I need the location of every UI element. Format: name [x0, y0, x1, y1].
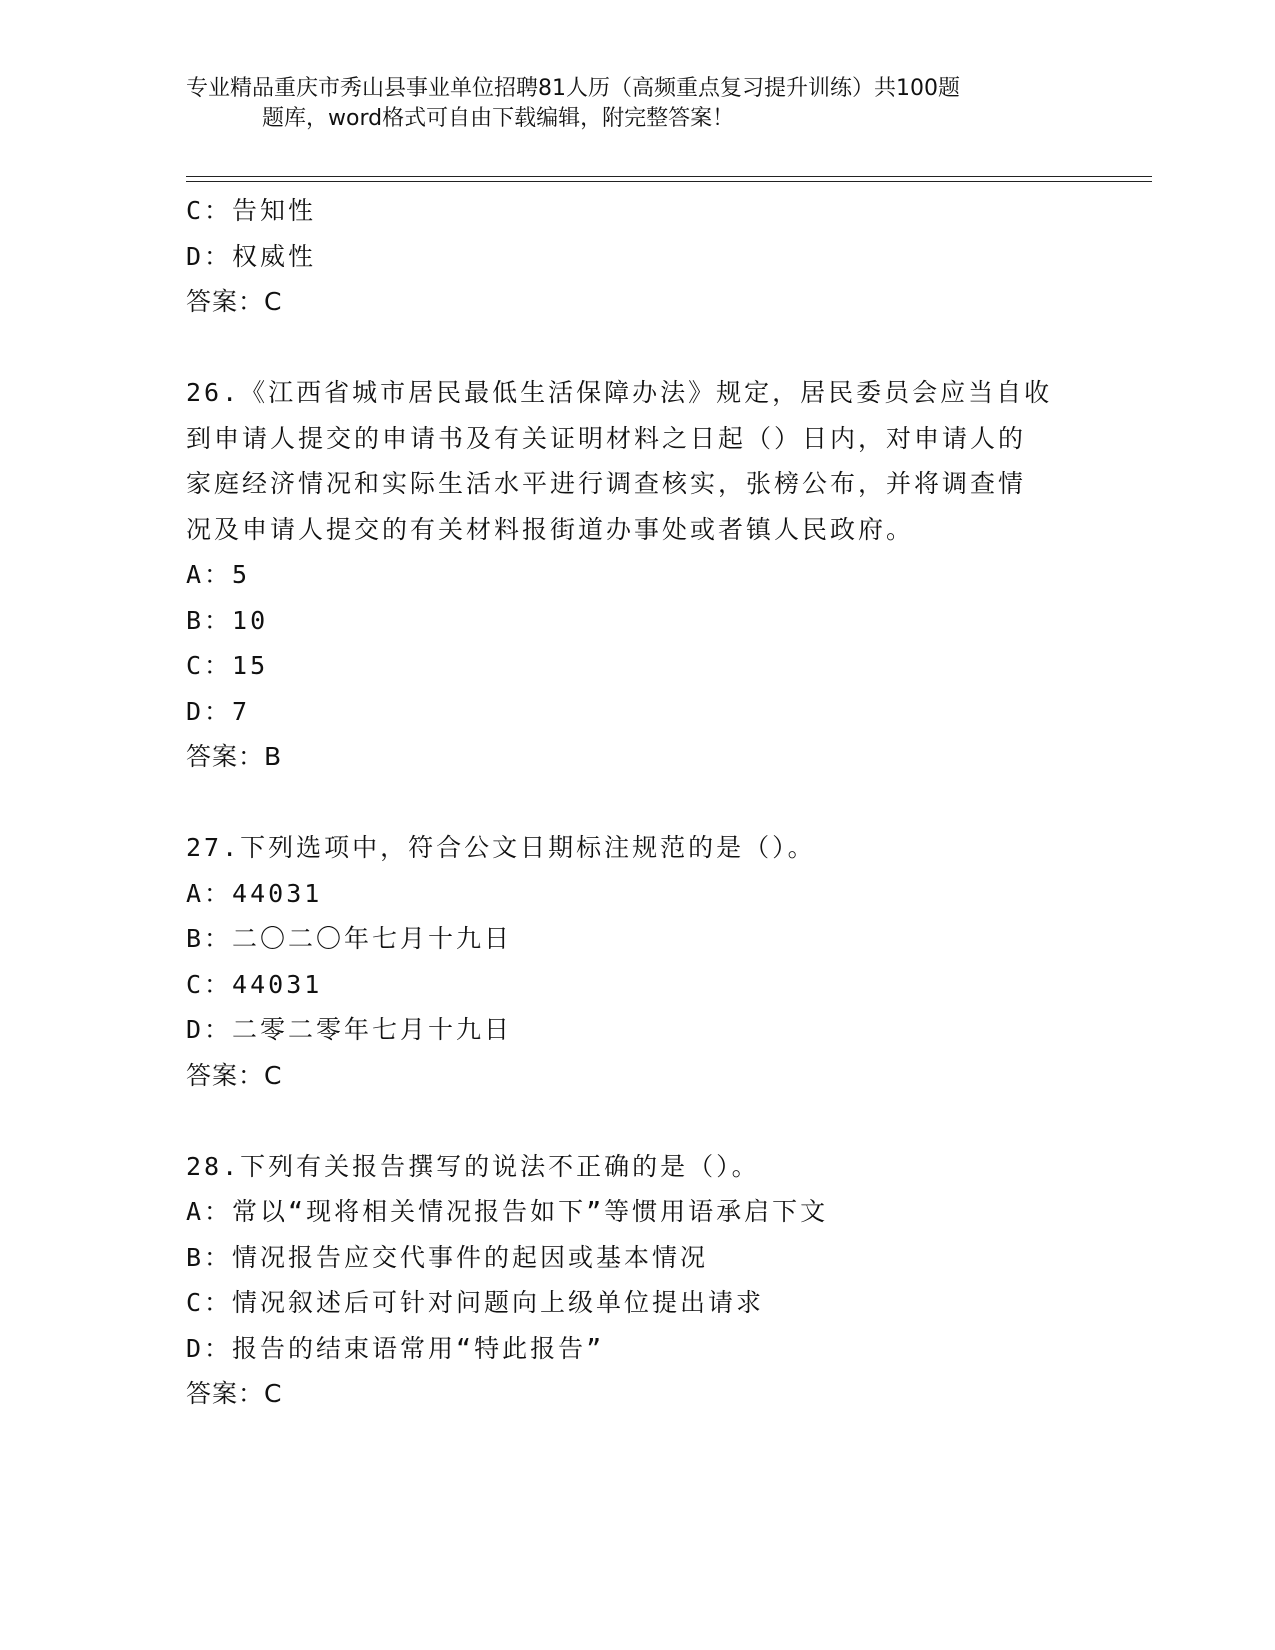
header-title-line-2: 题库，word格式可自由下载编辑，附完整答案！: [262, 106, 735, 131]
answer-line: 答案：C: [186, 1060, 283, 1090]
option-d: D：报告的结束语常用“特此报告”: [186, 1333, 605, 1363]
option-d: D：二零二零年七月十九日: [186, 1015, 513, 1044]
header-title-line-1: 专业精品重庆市秀山县事业单位招聘81人历（高频重点复习提升训练）共100题: [186, 76, 960, 101]
header-divider-bottom: [186, 181, 1152, 182]
option-d: D：权威性: [186, 241, 317, 271]
question-stem-line: 家庭经济情况和实际生活水平进行调查核实，张榜公布，并将调查情: [186, 469, 1027, 498]
option-c: C：情况叙述后可针对问题向上级单位提出请求: [186, 1288, 765, 1317]
option-a: A：常以“现将相关情况报告如下”等惯用语承启下文: [186, 1197, 829, 1226]
question-stem-line: 到申请人提交的申请书及有关证明材料之日起（）日内，对申请人的: [186, 423, 1027, 453]
answer-line: 答案：C: [186, 1379, 283, 1408]
question-stem-line: 26.《江西省城市居民最低生活保障办法》规定，居民委员会应当自收: [186, 378, 1053, 407]
question-stem-line: 28.下列有关报告撰写的说法不正确的是（）。: [186, 1151, 760, 1181]
question-26: [186, 370, 1086, 780]
question-28: [186, 1144, 1086, 1417]
option-d: D：7: [186, 696, 251, 726]
answer-line: 答案：C: [186, 287, 283, 316]
spacer: [186, 1098, 1086, 1144]
option-b: B：二〇二〇年七月十九日: [186, 924, 513, 953]
question-27: [186, 825, 1086, 1098]
option-a: A：5: [186, 560, 251, 589]
spacer: [186, 780, 1086, 826]
option-c: C：44031: [186, 969, 323, 999]
question-25-continued: [186, 188, 1086, 325]
question-stem-line: 况及申请人提交的有关材料报街道办事处或者镇人民政府。: [186, 514, 915, 544]
answer-line: 答案：B: [186, 742, 283, 771]
header-divider-top: [186, 176, 1152, 177]
option-b: B：情况报告应交代事件的起因或基本情况: [186, 1242, 709, 1272]
document-header: [186, 74, 1066, 134]
question-content: [186, 188, 1086, 1417]
option-a: A：44031: [186, 878, 323, 908]
spacer: [186, 325, 1086, 371]
option-c: C：告知性: [186, 196, 317, 225]
question-stem-line: 27.下列选项中，符合公文日期标注规范的是（）。: [186, 833, 816, 862]
option-b: B：10: [186, 605, 269, 635]
option-c: C：15: [186, 651, 269, 680]
